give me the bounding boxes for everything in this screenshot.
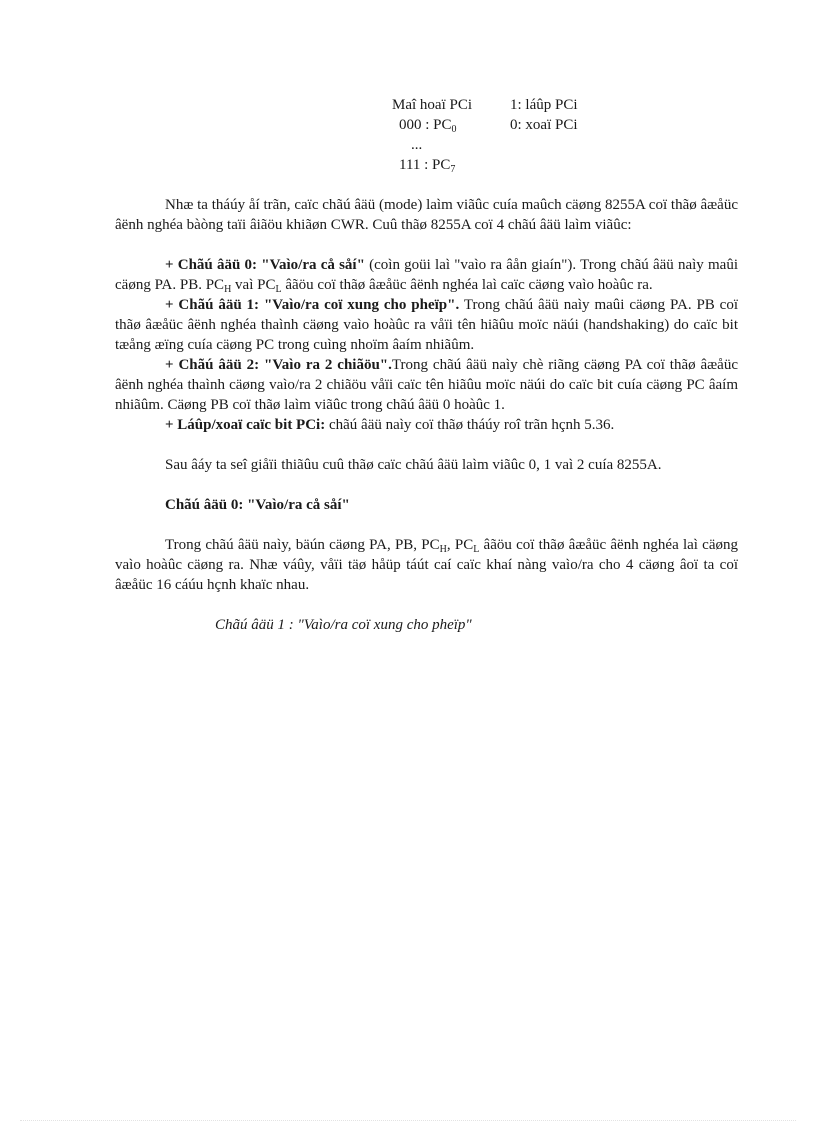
code-row bbox=[392, 115, 622, 135]
code-row bbox=[392, 95, 622, 115]
intro-paragraph: Nhæ ta tháúy åí trãn, caïc chãú âäü (mode) laìm viãûc cuía maûch cäøng 8255A coï thãø âæåüc âënh nghéa bàòng taïi âiãöu khiãøn CWR. Cuû thãø 8255A coï 4 chãú âäü laìm viãûc: bbox=[115, 197, 738, 233]
document-body bbox=[115, 195, 738, 635]
pc-bit-code-table bbox=[392, 95, 622, 175]
mode2-paragraph: + Chãú âäü 2: "Vaìo ra 2 chiãöu".Trong chãú âäü naìy chè riãng cäøng PA coï thãø âæåüc âënh nghéa thaình cäøng vaìo/ra 2 chiãöu våïi caïc tên hiãûu moïc näúi do caïc bit cuía cäøng PC âaím nhiãûm. Cäøng PB coï thãø laìm viãûc trong chãú âäü 0 hoàûc 1. bbox=[115, 357, 738, 413]
code-label: Maî hoaï PCi bbox=[392, 97, 473, 113]
overview-paragraph: Sau âáy ta seî giåïi thiãûu cuû thãø caïc chãú âäü laìm viãûc 0, 1 vaì 2 cuía 8255A. bbox=[165, 457, 662, 473]
page-bottom-rule bbox=[20, 1120, 796, 1121]
section-heading: Chãú âäü 0: "Vaìo/ra cå såí" bbox=[165, 497, 350, 513]
mode0-detail-paragraph: Trong chãú âäü naìy, bäún cäøng PA, PB, $PC_H$, $PC_L$ âãöu coï thãø âæåüc âënh nghéa laì cäøng vaìo hoàûc cäøng ra. Nhæ váûy, våïi täø håüp táút caí caïc khaí nàng vaìo/ra cho 4 cäøng âoï ta coï âæåüc 16 cáúu hçnh khaïc nhau. bbox=[115, 537, 738, 593]
code-action: 1: láûp PCi bbox=[510, 97, 578, 113]
mode1-paragraph: + Chãú âäü 1: "Vaìo/ra coï xung cho pheïp". Trong chãú âäü naìy maûi cäøng PA. PB coï thãø âæåüc âënh nghéa thaình cäøng vaìo hoàûc ra våïi tên hiãûu moïc näúi (handshaking) do caïc bit tæång æïng cuía cäøng PC trong cuìng nhoïm âaím nhiãûm. bbox=[115, 297, 739, 353]
code-action: 0: xoaï PCi bbox=[510, 117, 578, 133]
code-row bbox=[392, 135, 622, 155]
code-ellipsis: ... bbox=[411, 137, 423, 153]
figure-caption: Chãú âäü 1 : "Vaìo/ra coï xung cho pheïp" bbox=[215, 617, 472, 633]
code-label: 111 : $PC_7$ bbox=[399, 157, 456, 175]
bitset-paragraph: + Láûp/xoaï caïc bit PCi: chãú âäü naìy coï thãø tháúy roî trãn hçnh 5.36. bbox=[165, 417, 615, 433]
mode0-paragraph: + Chãú âäü 0: "Vaìo/ra cå såí" (coìn goüi laì "vaìo ra âån giaín"). Trong chãú âäü naìy maûi cäøng PA. PB. $PC_H$ vaì $PC_L$ âãöu coï thãø âæåüc âënh nghéa laì caïc cäøng vaìo hoàûc ra. bbox=[115, 257, 738, 295]
code-row bbox=[392, 155, 622, 175]
code-label: 000 : $PC_0$ bbox=[399, 117, 457, 135]
